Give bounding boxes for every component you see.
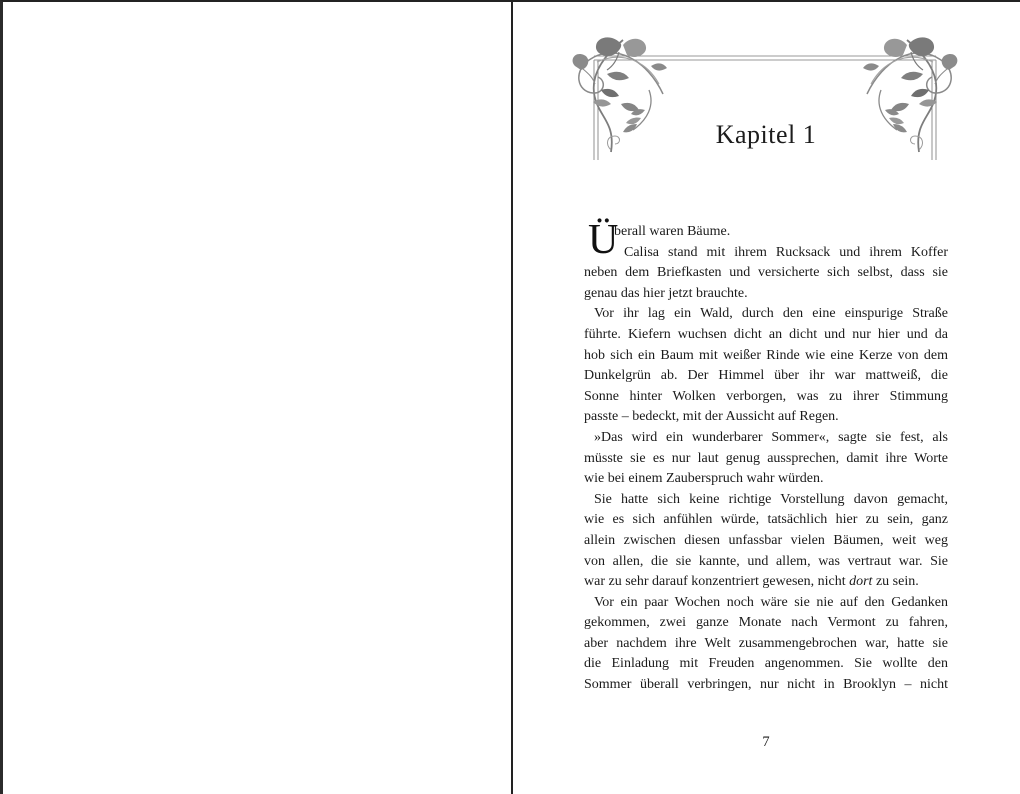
paragraph <box>584 490 948 593</box>
book-spread <box>3 2 1020 794</box>
text-line: Calisa stand mit ihrem Rucksack und ihrem Koffer <box>624 244 948 260</box>
left-page-blank <box>3 2 511 794</box>
paragraphs-container <box>584 222 948 696</box>
text-line: berall waren Bäume. <box>614 224 731 239</box>
text-line: neben dem Briefkasten und versicherte sich selbst, dass sie <box>584 265 948 281</box>
text-line: genau das hier jetzt brauchte. <box>584 285 748 301</box>
text-line: Sonne hinter Wolken verborgen, was zu ihrer Stimmung <box>584 388 948 404</box>
text-line: wie bei einem Zauberspruch wahr würden. <box>584 471 824 487</box>
text-line: gekommen, zwei ganze Monate nach Vermont zu fahren, <box>584 615 948 631</box>
page-number: 7 <box>762 734 770 750</box>
text-line: Vor ihr lag ein Wald, durch den eine einspurige Straße <box>594 306 948 322</box>
drop-cap: Ü <box>588 217 619 263</box>
text-line: Vor ein paar Wochen noch wäre sie nie auf den Gedanken <box>594 594 948 610</box>
text-line: Sommer überall verbringen, nur nicht in Brooklyn – nicht <box>584 677 948 693</box>
text-line: die Einladung mit Freuden angenommen. Sie wollte den <box>584 656 948 672</box>
text-line: Dunkelgrün ab. Der Himmel über ihr war mattweiß, die <box>584 368 948 384</box>
text-line: wie es sich anfühlen würde, tatsächlich hier zu sein, ganz <box>584 512 948 528</box>
text-line: passte – bedeckt, mit der Aussicht auf Regen. <box>584 409 839 425</box>
text-line: aber nachdem ihre Welt zusammengebrochen war, hatte sie <box>584 635 948 651</box>
text-line: »Das wird ein wunderbarer Sommer«, sagte sie fest, als <box>594 429 948 445</box>
chapter-title: Kapitel 1 <box>715 120 817 149</box>
text-line: müsste sie es nur laut genug aussprechen, damit ihre Worte <box>584 450 948 466</box>
text-line: von allen, die sie kannte, und allem, was vertraut war. Sie <box>584 553 948 569</box>
paragraph <box>584 593 948 696</box>
text-line: war zu sehr darauf konzentriert gewesen, nicht dort zu sein. <box>584 574 919 590</box>
text-line: Sie hatte sich keine richtige Vorstellung davon gemacht, <box>594 491 948 507</box>
text-line: allein zwischen diesen unfassbar vielen Bäumen, weit weg <box>584 532 948 548</box>
paragraph <box>584 428 948 490</box>
right-page <box>513 2 1020 794</box>
paragraph <box>584 304 948 428</box>
text-line: hob sich ein Baum mit weißer Rinde wie eine Kerze von dem <box>584 347 948 363</box>
paragraph <box>584 243 948 305</box>
text-line: führte. Kiefern wuchsen dicht an dicht und nur hier und da <box>584 326 948 342</box>
paragraph <box>584 222 948 243</box>
body-text <box>584 217 948 696</box>
